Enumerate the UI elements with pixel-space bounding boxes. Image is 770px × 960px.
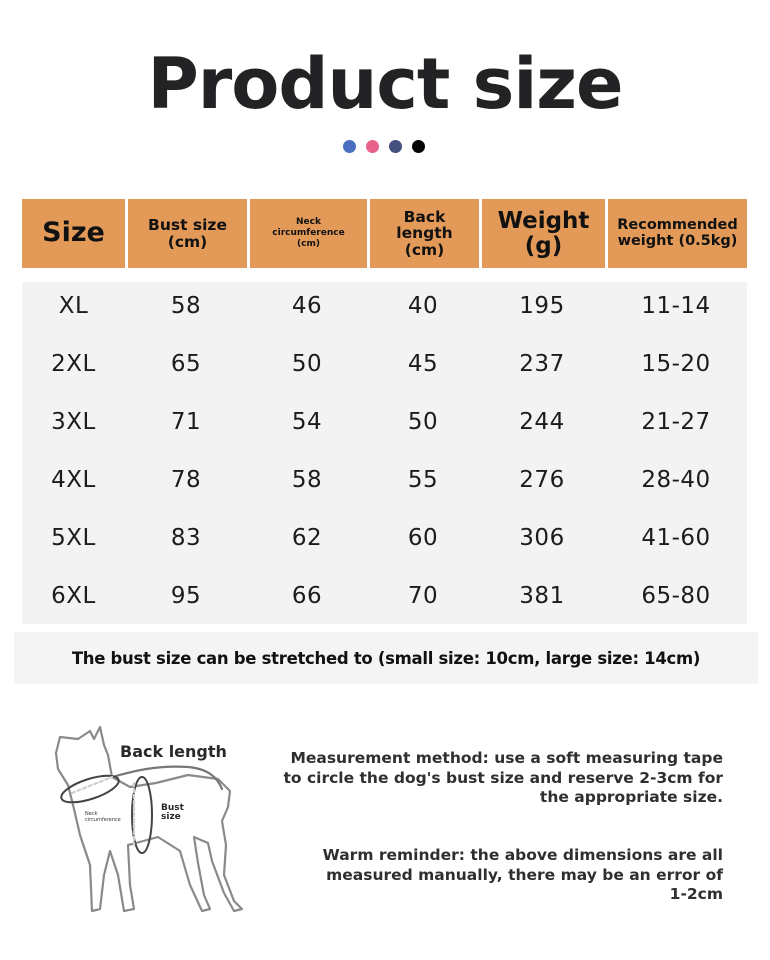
- table-cell: 83: [170, 525, 202, 551]
- table-cell: 95: [170, 583, 202, 609]
- table-cell: 3XL: [51, 409, 96, 435]
- table-header: [22, 199, 747, 268]
- table-row: [22, 509, 747, 567]
- table-cell: 244: [519, 409, 565, 435]
- table-row: [22, 277, 747, 335]
- table-cell: 58: [291, 467, 323, 493]
- table-cell: 2XL: [51, 351, 96, 377]
- color-dots: [343, 140, 425, 153]
- header-neck: Neck circumference (cm): [250, 199, 367, 268]
- table-cell: 65-80: [641, 583, 711, 609]
- header-weight: Weight (g): [482, 199, 605, 268]
- warm-reminder-text: Warm reminder: the above dimensions are all measured manually, there may be an error of 1-2cm: [322, 846, 723, 903]
- black-dot: [412, 140, 425, 153]
- table-cell: 237: [519, 351, 565, 377]
- table-cell: 28-40: [641, 467, 711, 493]
- table-cell: 41-60: [641, 525, 711, 551]
- table-row: [22, 451, 747, 509]
- header-back: Back length (cm): [370, 199, 479, 268]
- table-cell: 58: [170, 293, 202, 319]
- pink-dot: [366, 140, 379, 153]
- header-bust: Bust size (cm): [128, 199, 247, 268]
- table-cell: 195: [519, 293, 565, 319]
- table-cell: 55: [407, 467, 439, 493]
- table-cell: 71: [170, 409, 202, 435]
- table-cell: 6XL: [51, 583, 96, 609]
- measurement-method-text: Measurement method: use a soft measuring tape to circle the dog's bust size and reserve 2-3cm for the appropriate size.: [283, 749, 723, 806]
- table-cell: 50: [291, 351, 323, 377]
- navy-dot: [389, 140, 402, 153]
- table-cell: 54: [291, 409, 323, 435]
- table-cell: 15-20: [641, 351, 711, 377]
- stretch-note: The bust size can be stretched to (small size: 10cm, large size: 14cm): [14, 632, 758, 684]
- table-cell: 306: [519, 525, 565, 551]
- table-cell: 46: [291, 293, 323, 319]
- table-cell: 40: [407, 293, 439, 319]
- table-cell: 62: [291, 525, 323, 551]
- back-length-label: Back length: [120, 742, 227, 761]
- table-cell: 60: [407, 525, 439, 551]
- neck-circumference-label: Neck circumference: [85, 811, 121, 823]
- table-cell: 381: [519, 583, 565, 609]
- table-row: [22, 567, 747, 625]
- table-cell: 65: [170, 351, 202, 377]
- table-cell: 66: [291, 583, 323, 609]
- blue-dot: [343, 140, 356, 153]
- table-cell: 70: [407, 583, 439, 609]
- table-cell: 4XL: [51, 467, 96, 493]
- table-cell: 50: [407, 409, 439, 435]
- header-recommended: Recommended weight (0.5kg): [608, 199, 747, 268]
- table-cell: 5XL: [51, 525, 96, 551]
- header-size: Size: [22, 199, 125, 268]
- bust-size-label: Bust size: [161, 803, 184, 823]
- table-cell: 21-27: [641, 409, 711, 435]
- table-cell: 276: [519, 467, 565, 493]
- table-row: [22, 335, 747, 393]
- table-cell: 11-14: [641, 293, 711, 319]
- table-cell: 45: [407, 351, 439, 377]
- page-title: Product size: [147, 43, 623, 125]
- table-cell: XL: [58, 293, 89, 319]
- table-cell: 78: [170, 467, 202, 493]
- table-row: [22, 393, 747, 451]
